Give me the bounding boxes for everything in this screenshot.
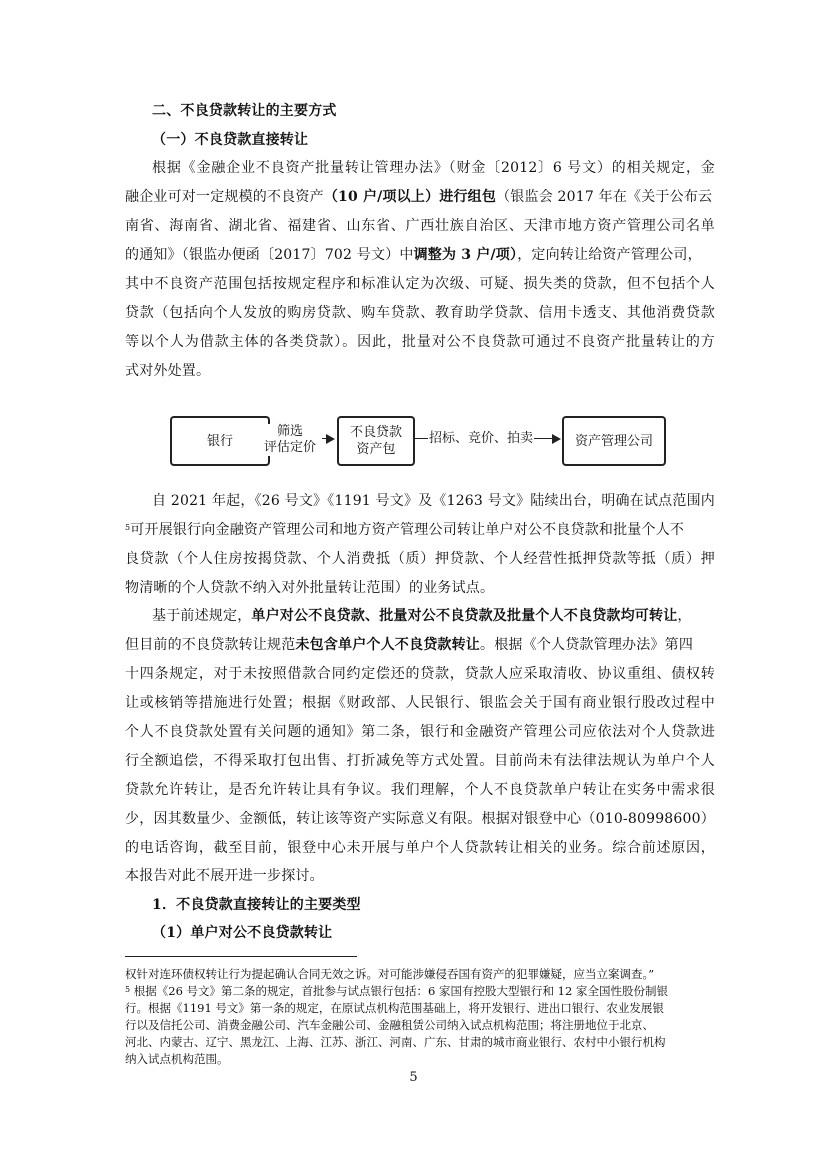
page-number: 5 bbox=[409, 1070, 418, 1085]
paragraph-line: 本报告对此不展开进一步探讨。 bbox=[125, 868, 324, 884]
paragraph-line: 物清晰的个人贷款不纳入对外批量转让范围）的业务试点。 bbox=[125, 580, 495, 596]
paragraph-line: 贷款允许转让，是否允许转让具有争议。我们理解，个人不良贷款单户转让在实务中需求很 bbox=[125, 782, 715, 798]
paragraph-line: 让或核销等措施进行处置；根据《财政部、人民银行、银监会关于国有商业银行股改过程中 bbox=[125, 695, 715, 711]
footnote-line: 行。根据《1191 号文》第一条的规定，在原试点机构范围基础上，将开发银行、进出口银行、农业发展银 bbox=[125, 1001, 664, 1015]
footnote-line bbox=[125, 983, 715, 1000]
paragraph-line bbox=[125, 520, 715, 540]
loan-package-box bbox=[337, 416, 415, 466]
text-run: 的通知》（银监办便函〔2017〕702 号文）中 bbox=[125, 247, 414, 263]
text-run: （银监会 2017 年在《关于公布云 bbox=[496, 189, 713, 205]
flow-label-line: 筛选 bbox=[276, 424, 303, 439]
footnote-number: 5 bbox=[125, 985, 131, 994]
footnote-line: 河北、内蒙古、辽宁、黑龙江、上海、江苏、浙江、河南、广东、甘肃的城市商业银行、农村中小银行机构 bbox=[125, 1035, 666, 1049]
paragraph-line: 等以个人为借款主体的各类贷款）。因此，批量对公不良贷款可通过不良资产批量转让的方 bbox=[125, 334, 715, 350]
footnote-line: 权针对连环债权转让行为提起确认合同无效之诉。对可能涉嫌侵吞国有资产的犯罪嫌疑，应当立案调查。” bbox=[125, 967, 655, 981]
text-run: ，定向转让给资产管理公司， bbox=[517, 247, 702, 263]
text-run: 但目前的不良贷款转让规范 bbox=[125, 637, 296, 653]
emphasis-text: 调整为 3 户/项） bbox=[413, 247, 518, 263]
emphasis-text: （10 户/项以上）进行组包 bbox=[323, 189, 497, 205]
paragraph-line bbox=[125, 245, 715, 265]
footnote-line: 纳入试点机构范围。 bbox=[125, 1052, 229, 1066]
text-run: ， bbox=[677, 608, 692, 624]
paragraph-line: 十四条规定，对于未按照借款合同约定偿还的贷款，贷款人应采取清收、协议重组、债权转 bbox=[125, 666, 715, 682]
footnote-marker[interactable]: 5 bbox=[125, 523, 131, 532]
text-run: 基于前述规定， bbox=[152, 608, 252, 624]
paragraph-line: 贷款（包括向个人发放的购房贷款、购车贷款、教育助学贷款、信用卡透支、其他消费贷款 bbox=[125, 305, 715, 321]
paragraph-line: 行全额追偿，不得采取打包出售、打折减免等方式处置。目前尚未有法律法规认为单户个人 bbox=[125, 753, 715, 769]
package-label-line: 不良贷款 bbox=[349, 425, 402, 440]
paragraph-line: 的电话咨询，截至目前，银登中心未开展与单户个人贷款转让相关的业务。综合前述原因， bbox=[125, 840, 715, 856]
paragraph-line: 少，因其数量少、金额低，转让该等资产实际意义有限。根据对银登中心（010-80998600） bbox=[125, 811, 715, 827]
footnote-line: 行以及信托公司、消费金融公司、汽车金融公司、金融租赁公司纳入试点机构范围；将注册地位于北京、 bbox=[125, 1018, 654, 1032]
footnote-divider bbox=[125, 956, 357, 957]
paragraph-line bbox=[125, 635, 715, 655]
flow-label-line: 评估定价 bbox=[263, 440, 316, 455]
paragraph-line: 南省、海南省、湖北省、福建省、山东省、广西壮族自治区、天津市地方资产管理公司名单 bbox=[125, 218, 715, 234]
paragraph-line bbox=[125, 187, 715, 207]
type-subheading: （1）单户对公不良贷款转让 bbox=[152, 925, 333, 941]
subsection-heading: （一）不良贷款直接转让 bbox=[152, 132, 309, 148]
package-label-line: 资产包 bbox=[356, 442, 396, 457]
paragraph-line: 其中不良资产范围包括按规定程序和标准认定为次级、可疑、损失类的贷款，但不包括个人 bbox=[125, 276, 715, 292]
bank-label: 银行 bbox=[206, 433, 233, 449]
paragraph-line bbox=[152, 606, 715, 626]
paragraph-line: 式对外处置。 bbox=[125, 363, 211, 379]
screening-pricing-label bbox=[258, 424, 322, 456]
amc-label: 资产管理公司 bbox=[574, 433, 653, 449]
paragraph-line: 良贷款（个人住房按揭贷款、个人消费抵（质）押贷款、个人经营性抵押贷款等抵（质）押 bbox=[125, 551, 715, 567]
paragraph-line: 个人不良贷款处置有关问题的通知》第二条，银行和金融资产管理公司应依法对个人贷款进 bbox=[125, 724, 715, 740]
arrow-head-icon bbox=[552, 434, 561, 444]
text-run: 。根据《个人贷款管理办法》第四 bbox=[480, 637, 694, 653]
text-run: 可开展银行向金融资产管理公司和地方资产管理公司转让单户对公不良贷款和批量个人不 bbox=[130, 522, 685, 538]
paragraph-line: 自 2021 年起，《26 号文》《1191 号文》及《1263 号文》陆续出台，明确在试点范围内 bbox=[152, 493, 715, 509]
emphasis-text: 单户对公不良贷款、批量对公不良贷款及批量个人不良贷款均可转让 bbox=[251, 608, 678, 624]
emphasis-text: 未包含单户个人不良贷款转让 bbox=[295, 637, 481, 653]
amc-box bbox=[562, 416, 666, 466]
paragraph-line: 根据《金融企业不良资产批量转让管理办法》（财金〔2012〕6 号文）的相关规定，金 bbox=[152, 160, 715, 176]
text-run: 根据《26 号文》第二条的规定，首批参与试点银行包括：6 家国有控股大型银行和 12 家全国性股份制银 bbox=[130, 984, 668, 998]
type-heading: 1．不良贷款直接转让的主要类型 bbox=[152, 897, 361, 913]
auction-label: 招标、竞价、拍卖 bbox=[428, 431, 533, 446]
arrow-head-icon bbox=[326, 434, 335, 444]
text-run: 融企业可对一定规模的不良资产 bbox=[125, 189, 324, 205]
bank-box bbox=[170, 416, 270, 466]
section-heading: 二、不良贷款转让的主要方式 bbox=[152, 103, 337, 119]
